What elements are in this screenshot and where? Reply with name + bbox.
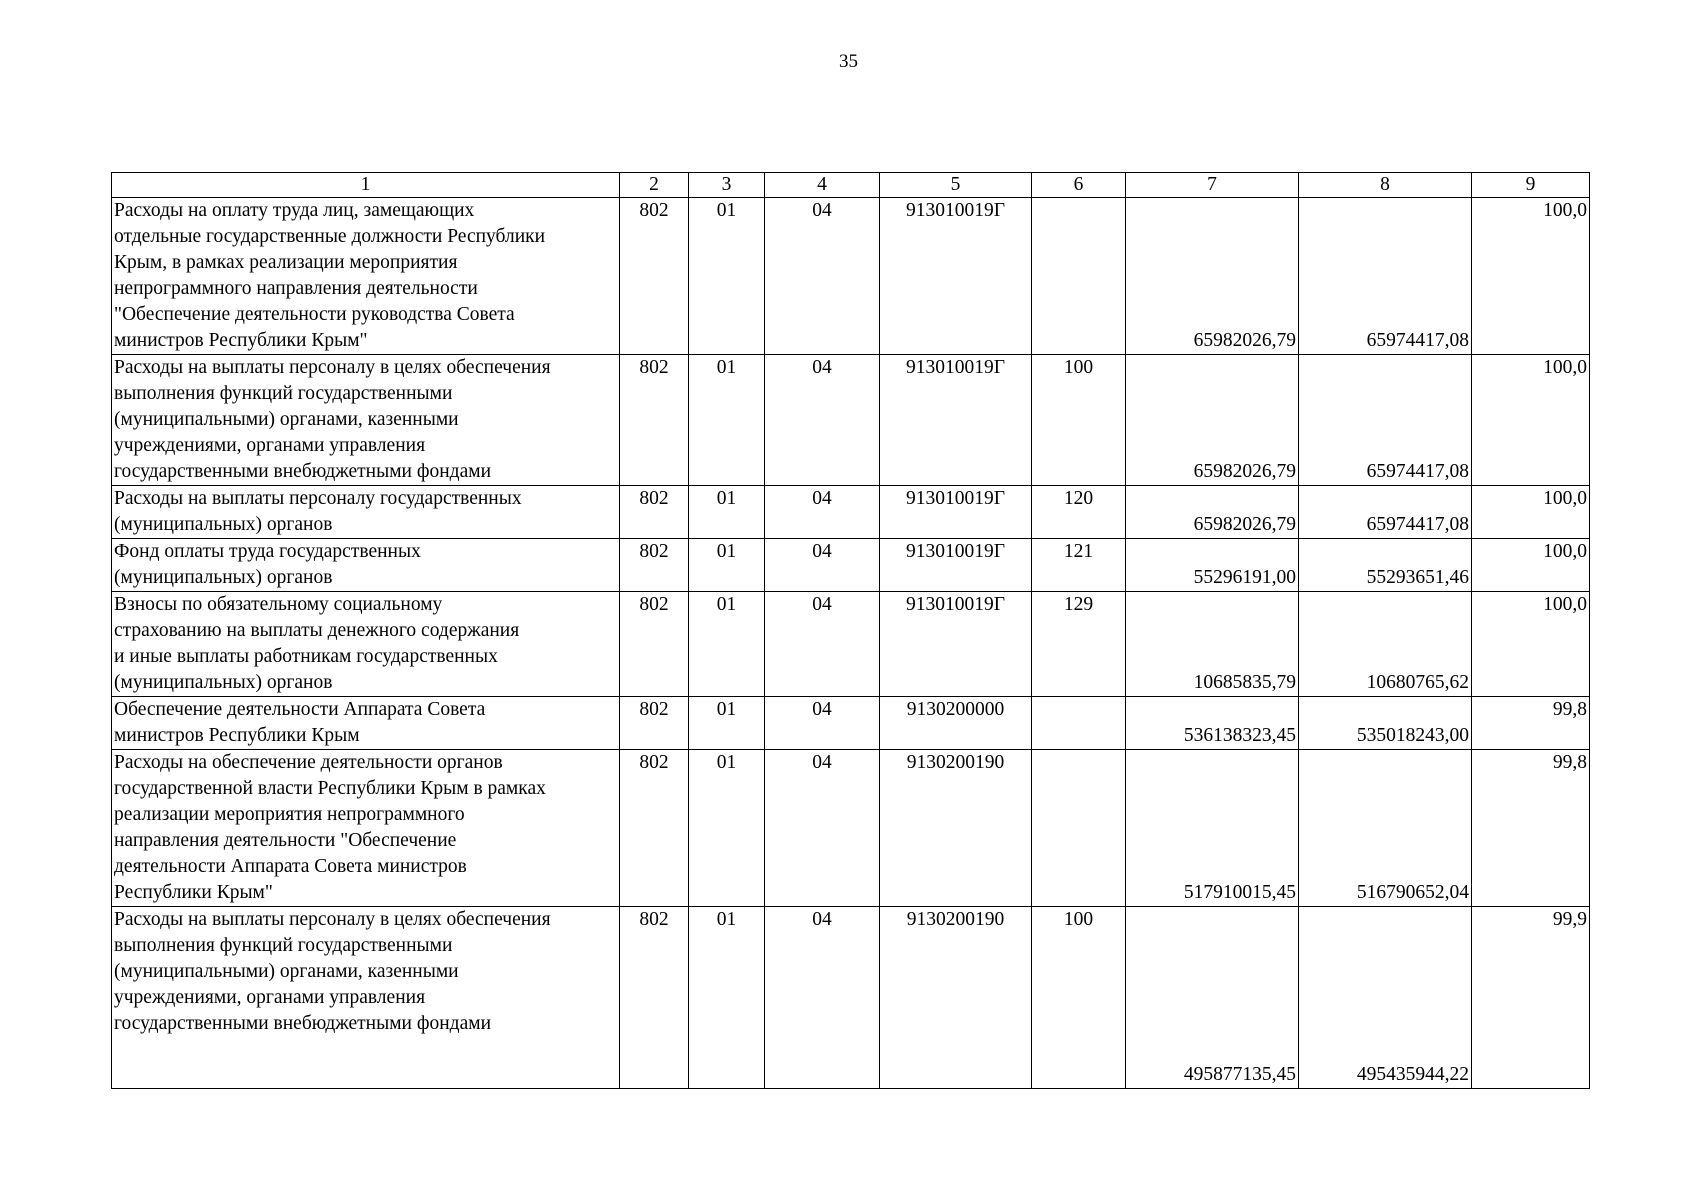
cell-amount-col8: 10680765,62 xyxy=(1299,592,1472,697)
table-row xyxy=(112,907,1590,1089)
cell-percent: 100,0 xyxy=(1472,592,1590,697)
row-description: Расходы на оплату труда лиц, замещающих отдельные государственные должности Республики Крым, в рамках реализации мероприятия непрограммного направления деятельности "Обеспечение деятельности руководства Совета министров Республики Крым" xyxy=(112,198,620,355)
cell-percent: 100,0 xyxy=(1472,539,1590,592)
cell-percent: 99,9 xyxy=(1472,907,1590,1089)
table-row xyxy=(112,539,1590,592)
column-header: 7 xyxy=(1126,173,1299,198)
cell-percent: 99,8 xyxy=(1472,750,1590,907)
cell-section-code: 01 xyxy=(689,355,765,486)
table-row xyxy=(112,697,1590,750)
cell-target-article: 913010019Г xyxy=(880,592,1032,697)
cell-amount-col8: 55293651,46 xyxy=(1299,539,1472,592)
cell-expense-type xyxy=(1032,750,1126,907)
cell-amount-col7: 65982026,79 xyxy=(1126,355,1299,486)
row-description: Взносы по обязательному социальному страхованию на выплаты денежного содержания и иные выплаты работникам государственных (муниципальных) органов xyxy=(112,592,620,697)
cell-percent: 100,0 xyxy=(1472,198,1590,355)
table-row xyxy=(112,355,1590,486)
cell-subsection-code: 04 xyxy=(765,486,880,539)
cell-administrator-code: 802 xyxy=(620,750,689,907)
cell-percent: 100,0 xyxy=(1472,355,1590,486)
column-header: 6 xyxy=(1032,173,1126,198)
cell-administrator-code: 802 xyxy=(620,539,689,592)
cell-target-article: 913010019Г xyxy=(880,198,1032,355)
row-description: Обеспечение деятельности Аппарата Совета министров Республики Крым xyxy=(112,697,620,750)
cell-amount-col8: 65974417,08 xyxy=(1299,486,1472,539)
cell-expense-type: 100 xyxy=(1032,907,1126,1089)
cell-amount-col7: 65982026,79 xyxy=(1126,198,1299,355)
cell-expense-type: 120 xyxy=(1032,486,1126,539)
cell-amount-col7: 65982026,79 xyxy=(1126,486,1299,539)
table-header-row xyxy=(112,173,1590,198)
cell-percent: 100,0 xyxy=(1472,486,1590,539)
cell-subsection-code: 04 xyxy=(765,198,880,355)
cell-amount-col7: 55296191,00 xyxy=(1126,539,1299,592)
cell-target-article: 9130200190 xyxy=(880,907,1032,1089)
cell-administrator-code: 802 xyxy=(620,486,689,539)
cell-amount-col7: 536138323,45 xyxy=(1126,697,1299,750)
cell-subsection-code: 04 xyxy=(765,697,880,750)
cell-amount-col7: 517910015,45 xyxy=(1126,750,1299,907)
cell-subsection-code: 04 xyxy=(765,750,880,907)
page-number: 35 xyxy=(839,51,858,72)
table-row xyxy=(112,198,1590,355)
cell-amount-col7: 10685835,79 xyxy=(1126,592,1299,697)
budget-table xyxy=(111,172,1590,1089)
cell-target-article: 913010019Г xyxy=(880,355,1032,486)
cell-subsection-code: 04 xyxy=(765,907,880,1089)
table-row xyxy=(112,592,1590,697)
cell-administrator-code: 802 xyxy=(620,697,689,750)
cell-section-code: 01 xyxy=(689,907,765,1089)
cell-target-article: 913010019Г xyxy=(880,486,1032,539)
column-header: 9 xyxy=(1472,173,1590,198)
cell-expense-type xyxy=(1032,697,1126,750)
cell-expense-type: 121 xyxy=(1032,539,1126,592)
cell-administrator-code: 802 xyxy=(620,907,689,1089)
cell-expense-type xyxy=(1032,198,1126,355)
cell-subsection-code: 04 xyxy=(765,355,880,486)
cell-administrator-code: 802 xyxy=(620,355,689,486)
cell-expense-type: 129 xyxy=(1032,592,1126,697)
cell-subsection-code: 04 xyxy=(765,539,880,592)
column-header: 8 xyxy=(1299,173,1472,198)
cell-section-code: 01 xyxy=(689,486,765,539)
column-header: 3 xyxy=(689,173,765,198)
cell-section-code: 01 xyxy=(689,198,765,355)
column-header: 5 xyxy=(880,173,1032,198)
cell-section-code: 01 xyxy=(689,539,765,592)
cell-amount-col8: 65974417,08 xyxy=(1299,355,1472,486)
cell-target-article: 9130200000 xyxy=(880,697,1032,750)
row-description: Расходы на выплаты персоналу государственных (муниципальных) органов xyxy=(112,486,620,539)
cell-section-code: 01 xyxy=(689,750,765,907)
row-description: Расходы на выплаты персоналу в целях обеспечения выполнения функций государственными (муниципальными) органами, казенными учреждениями, органами управления государственными внебюджетными фондами xyxy=(112,907,620,1089)
cell-target-article: 9130200190 xyxy=(880,750,1032,907)
cell-amount-col8: 516790652,04 xyxy=(1299,750,1472,907)
cell-subsection-code: 04 xyxy=(765,592,880,697)
cell-amount-col8: 495435944,22 xyxy=(1299,907,1472,1089)
table-row xyxy=(112,750,1590,907)
cell-section-code: 01 xyxy=(689,592,765,697)
row-description: Расходы на выплаты персоналу в целях обеспечения выполнения функций государственными (муниципальными) органами, казенными учреждениями, органами управления государственными внебюджетными фондами xyxy=(112,355,620,486)
column-header: 2 xyxy=(620,173,689,198)
cell-section-code: 01 xyxy=(689,697,765,750)
cell-target-article: 913010019Г xyxy=(880,539,1032,592)
cell-expense-type: 100 xyxy=(1032,355,1126,486)
column-header: 1 xyxy=(112,173,620,198)
cell-amount-col7: 495877135,45 xyxy=(1126,907,1299,1089)
row-description: Расходы на обеспечение деятельности органов государственной власти Республики Крым в рамках реализации мероприятия непрограммного направления деятельности "Обеспечение деятельности Аппарата Совета министров Республики Крым" xyxy=(112,750,620,907)
cell-amount-col8: 535018243,00 xyxy=(1299,697,1472,750)
cell-administrator-code: 802 xyxy=(620,592,689,697)
cell-amount-col8: 65974417,08 xyxy=(1299,198,1472,355)
cell-administrator-code: 802 xyxy=(620,198,689,355)
row-description: Фонд оплаты труда государственных (муниципальных) органов xyxy=(112,539,620,592)
table-row xyxy=(112,486,1590,539)
cell-percent: 99,8 xyxy=(1472,697,1590,750)
column-header: 4 xyxy=(765,173,880,198)
